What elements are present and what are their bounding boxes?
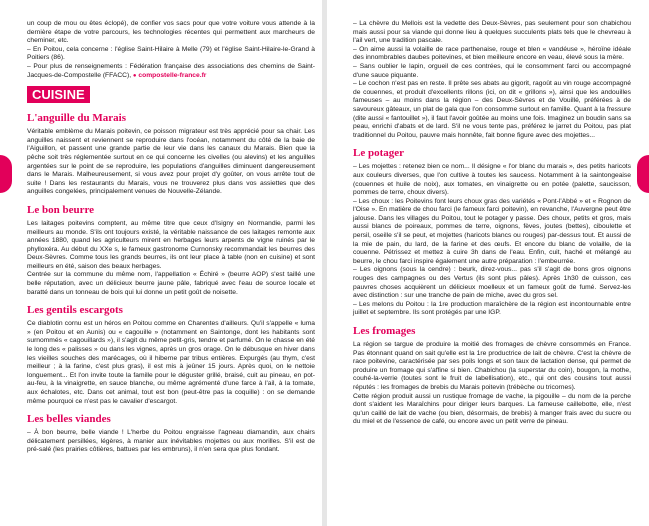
mojettes-text: – Les mojettes : retenez bien ce nom... Il désigne « l'or blanc du marais », des petits haricots aux couleurs diverses, que l'on cultive à toutes les saucess. Notamment à la saintongeaise (couennes et huile de noix), aux tomates, en vinaigrette ou en potée (palette, saucisson, pommes de terre, choux divers). bbox=[353, 163, 631, 197]
chevre-text: – La chèvre du Mellois est la vedette des Deux-Sèvres, pas seulement pour son chabichou mais aussi pour sa viande qui donne lieu à quelques succulents plats tels que le chevreau à l'ail vert, une tradition pascale. bbox=[353, 20, 631, 45]
pilgrim-intro: un coup de mou ou êtes éclopé), de confier vos sacs pour que votre voiture vous attende à la dernière étape de votre parcours, les technologies récentes qui permettent aux marcheurs de cheminer, etc. bbox=[27, 20, 315, 45]
right-page bbox=[327, 0, 649, 526]
escargots-heading: Les gentils escargots bbox=[27, 304, 123, 317]
potager-heading: Le potager bbox=[353, 147, 405, 160]
bullet-icon: ● bbox=[132, 72, 137, 79]
beurre-text-echire: Centrée sur la commune du même nom, l'appellation « Échiré » (beurre AOP) s'est taillé une belle réputation, avec un délicieux beurre jaune pâle, fabriqué avec l'eau de source locale et baratté dans un tonneau de bois qui lui donne un petit goût de noisette. bbox=[27, 271, 315, 296]
cochon-text: – Le cochon n'est pas en reste. Il prête ses abats au gigorit, ragoût au vin rouge accompagné de couennes, et produit d'excellents rillons (ici, on dit « grillons »), ainsi que les andouilles fameuses – au moins dans la région – des Deux-Sèvres et de Vouillé, préférées à de savoureux gâteaux, un plat de gala que l'on consomme surtout en famille. Quant à la fressure (dite aussi « fantouillet »), il faut l'avoir goûtée au moins une fois. Imaginez un boudin sans sa peau, enrichi d'abats et de lard. S'il ne vous tente pas, préférez le jarret du Poitou, pas plat traditionnel du Poitou, pauvre mais honnête, fait bonne figure avec des mojettes... bbox=[353, 80, 631, 139]
poitou-churches: – En Poitou, cela concerne : l'église Saint-Hilaire à Melle (79) et l'église Saint-Hilaire-le-Grand à Poitiers (86). bbox=[27, 45, 315, 62]
left-page bbox=[0, 0, 322, 526]
viandes-heading: Les belles viandes bbox=[27, 413, 111, 426]
escargots-text: Ce diablotin cornu est un héros en Poitou comme en Charentes d'ailleurs. Qu'il s'appelle « luma » (en Poitou et en Aunis) ou « cagouille » (notamment en Saintonge, dont les habitants sont surnommés « cagouillards »), il s'agit du même petit-gris, tendre et parfumé. On le chasse en été le long des « palisses » ou dans les vignes, après un gros orage. On le débusque en hiver dans les vieilles souches des marécages, où il hiberne par tribus entières. Expurgés (au thym, c'est meilleur ; à la farine, c'est plus gras), il est mis à jeûner 15 jours. Après quoi, on le nettoie longuement... Et l'on invite toute la famille pour le déguster grillé, braisé, cuit au pineau, en pot-au-feu, à la vinaigrette, en sauce blanche, ou même agrémenté d'une farce à l'ail, à la tomate, aux échalotes, etc. Dans cet animal, tout est bon (peut-être pas la coquille) : on se demande même pourquoi ce n'est pas le cavalier d'escargot. bbox=[27, 320, 315, 405]
melons-text: – Les melons du Poitou : la 1re production maraîchère de la région est incontournable entre juillet et septembre. Ils sont protégés par une IGP. bbox=[353, 300, 631, 317]
thumb-tab bbox=[0, 155, 12, 193]
fromages-text: La région se targue de produire la moitié des fromages de chèvre consommés en France. Pas étonnant quand on sait qu'elle est la 1re productrice de lait de chèvre. C'est la chèvre de race poitevine, caractérisée par ses poils longs et son taux de lactation dense, qui permet de produire un fromage qui s'affine si bien. Chabichou (la superstar du coin), bougon, la mothe, couhé-la-verrie (toutes sont le fruit de labellisation), etc., qui ont des cousins tout aussi réputés : les fromages de brebis du Marais poitevin (trébèche ou tricornes). bbox=[353, 341, 631, 391]
thumb-tab bbox=[637, 155, 649, 193]
beurre-text: Les laitages poitevins comptent, au même titre que ceux d'Isigny en Normandie, parmi les meilleurs au monde. S'ils ont toujours existé, la véritable naissance de ces laitages remonte aux années 1880, quand les agriculteurs mirent en herbages leurs arpents de vigne ruinés par le phylloxéra. Au début du XXe s, le fameux gastronome Curnonsky recommandait les beurres des Deux-Sèvres. Comme tous les grands beurres, ils ont leur place à table (non en cuisine) et sont meilleurs en été, saison des beaux herbages. bbox=[27, 219, 315, 270]
right-page-content bbox=[353, 20, 631, 427]
viandes-text: – À bon beurre, belle viande ! L'herbe du Poitou engraisse l'agneau diamandin, aux chairs délicatement persillées, légères, à manier aux inévitables mojettes ou aux morilles. S'il est de pré-salé (les prairies côtières, battues par les embruns), il n'en sera que plus fondant. bbox=[27, 429, 315, 454]
cuisine-section-title: CUISINE bbox=[27, 86, 90, 103]
anguille-heading: L'anguille du Marais bbox=[27, 112, 127, 125]
left-page-content bbox=[27, 20, 315, 455]
fromages-text-vache: Cette région produit aussi un rustique fromage de vache, la pigouille – du nom de la perche dont s'aident les Maraîchins pour diriger leurs barques. La fameuse caillebotte, elle, n'est qu'un caillé de lait de vache (ou bien, désormais, de brebis) à manger frais avec du sucre ou du miel et de l'essence de café, ou encore avec un petit verre de pineau. bbox=[353, 392, 631, 426]
beurre-heading: Le bon beurre bbox=[27, 203, 95, 216]
oignons-text: – Les oignons (sous la cendre) : beurk, direz-vous... pas s'il s'agit de bons gros oignons rouges des campagnes ou des Vertus (ils sont plus pâles). Après 1h30 de cuisson, ces pauvres choses acquièrent un délicieux moelleux et un fameux goût de fumé. Servez-les avec distinction : sur une tranche de pain de miche, avec du gros sel. bbox=[353, 266, 631, 300]
lapin-text: – Sans oublier le lapin, orgueil de ces contrées, qui le consomment farci ou accompagné d'une sauce piquante. bbox=[353, 62, 631, 79]
ffacc-text: – Pour plus de renseignements : Fédération française des associations des chemins de Saint-Jacques-de-Compostelle (FFACC), bbox=[27, 62, 315, 79]
fromages-heading: Les fromages bbox=[353, 325, 416, 337]
volailles-text: – On aime aussi la volaille de race parthenaise, rouge et blen « vandéuse », héroïne idéale des innombrables daubes poitevines, et bien meilleure encore en veau, élevé sous la mère. bbox=[353, 45, 631, 62]
anguille-text: Véritable emblème du Marais poitevin, ce poisson migrateur est très apprécié pour sa chair. Les anguilles naissent et reviennent se reproduire dans l'océan, notamment du côté de la baie de l'Aiguillon, et passent une grande partie de leur vie dans les canaux du Marais. Bien que la pêche soit très réglementée surtout en ce qui concerne les civelles (ou alevins) et les anguilles argentées sur le point de se reproduire, les populations d'anguilles diminuent dangereusement dans le Marais. Malheureusement, si vous avez pour projet d'y goûter, on vous arrête tout de suite ! Dans les restaurants du Marais, vous ne trouverez plus dans vos assiettes que des anguilles congelées, principalement venues de Nouvelle-Zélande. bbox=[27, 128, 315, 196]
ffacc-info bbox=[27, 63, 315, 80]
choux-text: – Les choux : les Poitevins font leurs choux gras des variétés « Pont-l'Abbé » et « Rognon de l'Oise ». En matière de chou farci (le fameux farci poitevin), en revanche, l'Auvergne peut être jalouse. Dans les villages du Poitou, tout le potager y passe. Des choux, petits et gros, mais aussi blancs de poireaux, pommes de terre, oignons, fèves, joutes (bettes), ciboulette et persil, oseille s'il se peut, et mojettes (haricots blancs ou rouges) par-dessus tout. Et aussi de la mie de pain, du lard, de la farine et des œufs. Et encore du blanc de volaille, de la couenne. Pétrissez et mettez à cuire 3h dans de l'eau. Enfin, cuit, haché et mélangé au beurre, le chou farci inspire également une autre préparation : l'embeurrée. bbox=[353, 197, 631, 265]
ffacc-link[interactable]: compostelle-france.fr bbox=[138, 71, 207, 79]
